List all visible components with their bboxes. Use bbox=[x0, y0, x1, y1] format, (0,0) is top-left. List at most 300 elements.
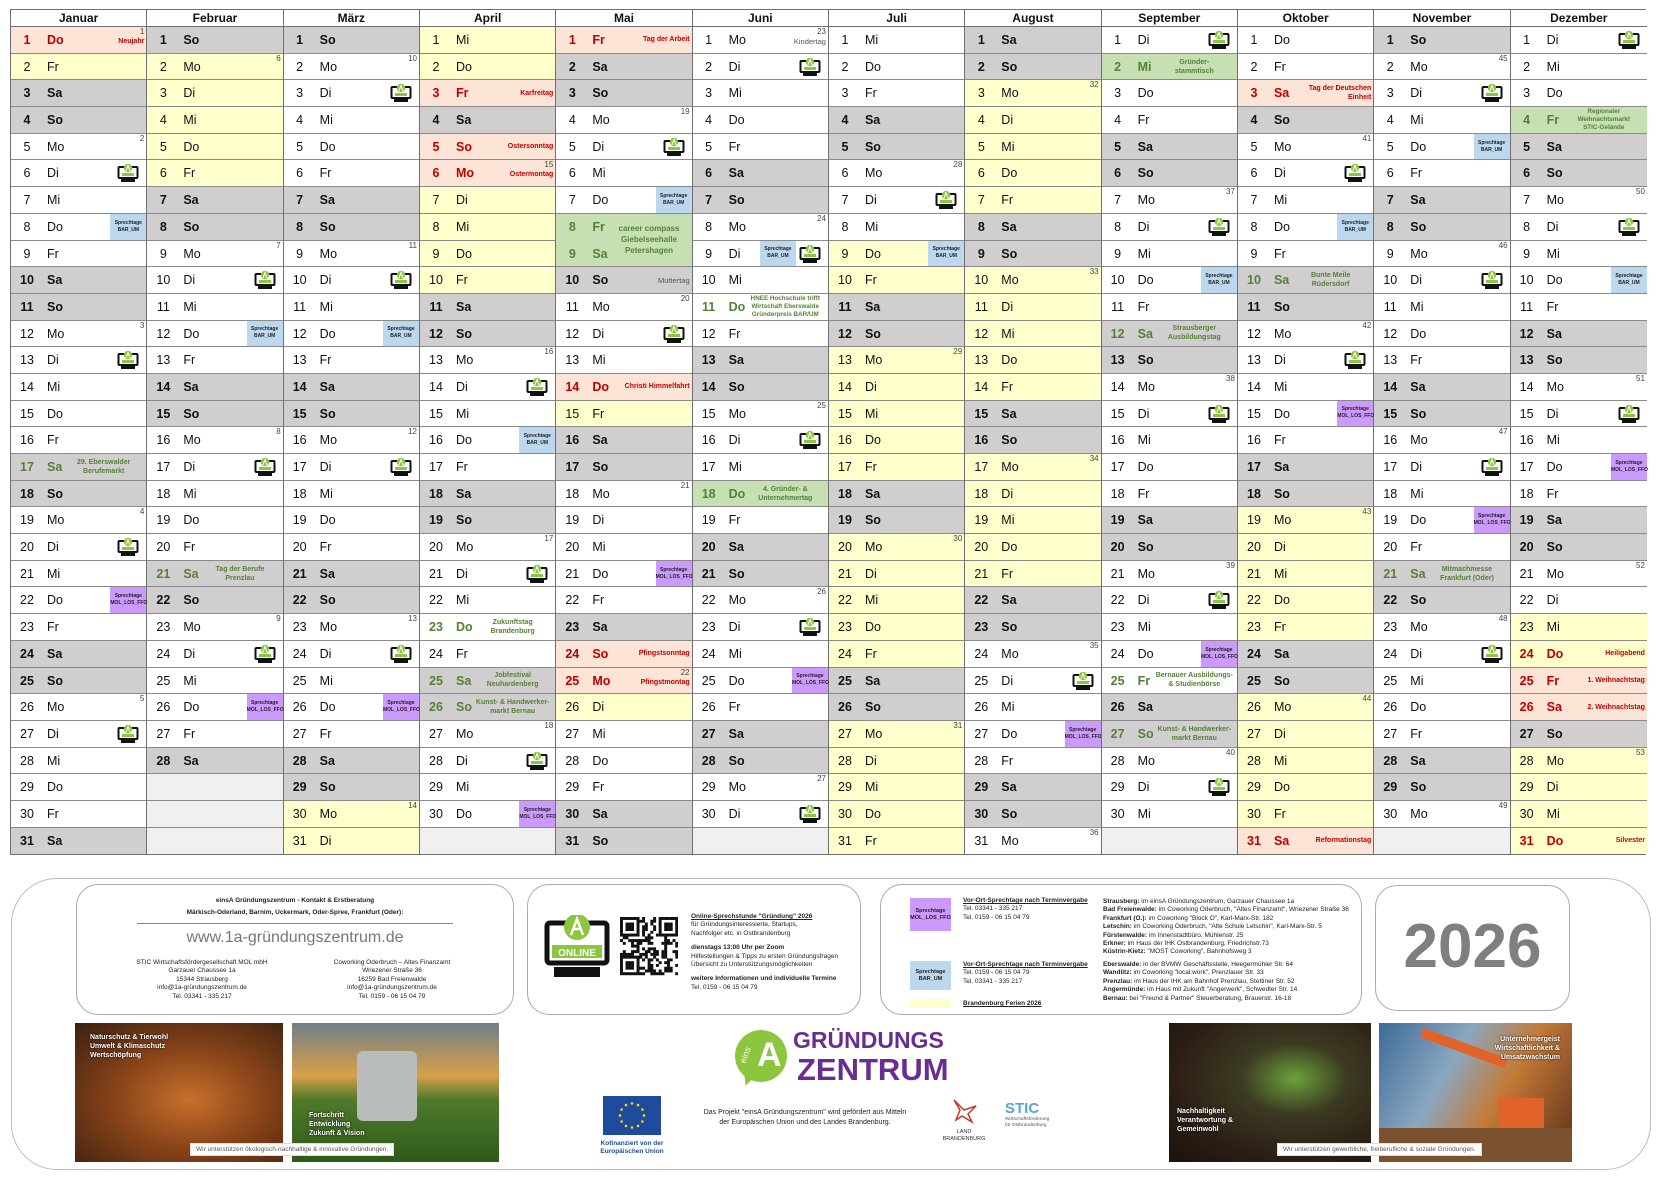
day-cell[interactable] bbox=[1374, 214, 1509, 241]
sprechtag-badge-mol[interactable] bbox=[383, 694, 419, 720]
day-cell[interactable] bbox=[284, 587, 419, 614]
day-cell[interactable] bbox=[1238, 801, 1373, 828]
day-cell[interactable] bbox=[284, 374, 419, 401]
day-cell[interactable] bbox=[11, 134, 146, 161]
online-sprechstunde-icon[interactable] bbox=[254, 270, 276, 290]
day-cell[interactable] bbox=[11, 427, 146, 454]
day-cell[interactable] bbox=[693, 748, 828, 775]
day-cell[interactable] bbox=[693, 347, 828, 374]
website-link[interactable]: www.1a-gründungszentrum.de bbox=[186, 929, 404, 946]
day-cell[interactable] bbox=[147, 401, 282, 428]
day-cell[interactable] bbox=[1238, 187, 1373, 214]
sprechtag-badge-mol[interactable] bbox=[1611, 454, 1647, 480]
day-cell[interactable] bbox=[693, 54, 828, 81]
day-cell[interactable] bbox=[693, 614, 828, 641]
day-cell[interactable] bbox=[147, 321, 282, 348]
day-cell[interactable] bbox=[1102, 241, 1237, 268]
sprechtag-badge-mol[interactable] bbox=[1065, 721, 1101, 747]
day-cell[interactable] bbox=[556, 801, 691, 828]
online-sprechstunde-icon[interactable] bbox=[390, 457, 412, 477]
day-cell[interactable] bbox=[11, 401, 146, 428]
day-cell[interactable] bbox=[284, 801, 419, 828]
day-cell[interactable] bbox=[1511, 774, 1647, 801]
sprechtag-badge-bar[interactable] bbox=[383, 321, 419, 347]
day-cell[interactable] bbox=[147, 214, 282, 241]
day-cell[interactable] bbox=[284, 401, 419, 428]
day-cell[interactable] bbox=[147, 134, 282, 161]
day-cell[interactable] bbox=[556, 347, 691, 374]
day-cell[interactable] bbox=[556, 374, 691, 401]
day-cell[interactable] bbox=[1238, 294, 1373, 321]
day-cell[interactable] bbox=[1511, 267, 1647, 294]
sprechtag-badge-bar[interactable] bbox=[656, 187, 692, 213]
day-cell[interactable] bbox=[1374, 160, 1509, 187]
day-cell[interactable] bbox=[1102, 801, 1237, 828]
day-cell[interactable] bbox=[693, 694, 828, 721]
day-cell[interactable] bbox=[1102, 668, 1237, 695]
online-sprechstunde-icon[interactable] bbox=[526, 751, 548, 771]
day-cell[interactable] bbox=[420, 507, 555, 534]
day-cell[interactable] bbox=[284, 214, 419, 241]
day-cell[interactable] bbox=[11, 561, 146, 588]
day-cell[interactable] bbox=[1511, 427, 1647, 454]
online-sprechstunde-icon[interactable] bbox=[1344, 163, 1366, 183]
day-cell[interactable] bbox=[1102, 294, 1237, 321]
day-cell[interactable] bbox=[284, 187, 419, 214]
day-cell[interactable] bbox=[1238, 561, 1373, 588]
day-cell[interactable] bbox=[965, 401, 1100, 428]
day-cell[interactable] bbox=[965, 134, 1100, 161]
day-cell[interactable] bbox=[284, 641, 419, 668]
sprechtag-badge-mol[interactable] bbox=[656, 561, 692, 587]
day-cell[interactable] bbox=[1238, 828, 1373, 855]
day-cell[interactable] bbox=[1374, 294, 1509, 321]
day-cell[interactable] bbox=[284, 774, 419, 801]
day-cell[interactable] bbox=[147, 54, 282, 81]
day-cell[interactable] bbox=[147, 721, 282, 748]
day-cell[interactable] bbox=[1511, 614, 1647, 641]
day-cell[interactable] bbox=[1102, 774, 1237, 801]
day-cell[interactable] bbox=[147, 80, 282, 107]
day-cell[interactable] bbox=[1511, 321, 1647, 348]
day-cell[interactable] bbox=[556, 54, 691, 81]
online-sprechstunde-icon[interactable] bbox=[1208, 590, 1230, 610]
day-cell[interactable] bbox=[284, 134, 419, 161]
online-sprechstunde-icon[interactable] bbox=[1481, 83, 1503, 103]
day-cell[interactable] bbox=[1102, 401, 1237, 428]
online-sprechstunde-icon[interactable] bbox=[1208, 30, 1230, 50]
day-cell[interactable] bbox=[1102, 721, 1237, 748]
day-cell[interactable] bbox=[420, 454, 555, 481]
day-cell[interactable] bbox=[1102, 80, 1237, 107]
day-cell[interactable] bbox=[1238, 748, 1373, 775]
sprechtag-badge-bar[interactable] bbox=[760, 241, 796, 267]
day-cell[interactable] bbox=[1511, 587, 1647, 614]
day-cell[interactable] bbox=[420, 134, 555, 161]
day-cell[interactable] bbox=[1102, 27, 1237, 54]
day-cell[interactable] bbox=[693, 587, 828, 614]
day-cell[interactable] bbox=[1374, 801, 1509, 828]
day-cell[interactable] bbox=[284, 80, 419, 107]
qr-code[interactable] bbox=[620, 917, 678, 977]
day-cell[interactable] bbox=[1511, 214, 1647, 241]
day-cell[interactable] bbox=[556, 614, 691, 641]
day-cell[interactable] bbox=[965, 294, 1100, 321]
day-cell[interactable] bbox=[965, 587, 1100, 614]
day-cell[interactable] bbox=[965, 641, 1100, 668]
day-cell[interactable] bbox=[1238, 54, 1373, 81]
day-cell[interactable] bbox=[965, 347, 1100, 374]
online-sprechstunde-icon[interactable] bbox=[1481, 270, 1503, 290]
day-cell[interactable] bbox=[829, 160, 964, 187]
day-cell[interactable] bbox=[1511, 294, 1647, 321]
day-cell[interactable] bbox=[11, 801, 146, 828]
day-cell[interactable] bbox=[965, 721, 1100, 748]
day-cell[interactable] bbox=[284, 107, 419, 134]
day-cell[interactable] bbox=[147, 481, 282, 508]
day-cell[interactable] bbox=[693, 107, 828, 134]
day-cell[interactable] bbox=[420, 54, 555, 81]
day-cell[interactable] bbox=[693, 267, 828, 294]
day-cell[interactable] bbox=[147, 748, 282, 775]
day-cell[interactable] bbox=[1238, 454, 1373, 481]
day-cell[interactable] bbox=[1238, 668, 1373, 695]
day-cell[interactable] bbox=[965, 214, 1100, 241]
day-cell[interactable] bbox=[556, 481, 691, 508]
day-cell[interactable] bbox=[420, 561, 555, 588]
online-sprechstunde-icon[interactable] bbox=[799, 244, 821, 264]
day-cell[interactable] bbox=[420, 401, 555, 428]
day-cell[interactable] bbox=[1374, 401, 1509, 428]
day-cell[interactable] bbox=[420, 481, 555, 508]
day-cell[interactable] bbox=[965, 187, 1100, 214]
day-cell[interactable] bbox=[420, 321, 555, 348]
day-cell[interactable] bbox=[1374, 721, 1509, 748]
day-cell[interactable] bbox=[1511, 507, 1647, 534]
day-cell[interactable] bbox=[420, 187, 555, 214]
day-cell[interactable] bbox=[693, 507, 828, 534]
sprechtag-badge-mol[interactable] bbox=[1474, 507, 1510, 533]
day-cell[interactable] bbox=[11, 107, 146, 134]
sprechtag-badge-bar[interactable] bbox=[1474, 134, 1510, 160]
online-sprechstunde-icon[interactable] bbox=[663, 137, 685, 157]
online-sprechstunde-icon[interactable] bbox=[935, 190, 957, 210]
online-sprechstunde-icon[interactable] bbox=[117, 163, 139, 183]
online-sprechstunde-icon[interactable] bbox=[799, 804, 821, 824]
day-cell[interactable] bbox=[829, 294, 964, 321]
day-cell[interactable] bbox=[829, 481, 964, 508]
day-cell[interactable] bbox=[284, 561, 419, 588]
day-cell[interactable] bbox=[965, 614, 1100, 641]
day-cell[interactable] bbox=[420, 374, 555, 401]
day-cell[interactable] bbox=[1511, 668, 1647, 695]
day-cell[interactable] bbox=[556, 774, 691, 801]
day-cell[interactable] bbox=[965, 54, 1100, 81]
day-cell[interactable] bbox=[1374, 427, 1509, 454]
online-sprechstunde-icon[interactable] bbox=[254, 644, 276, 664]
day-cell[interactable] bbox=[147, 507, 282, 534]
day-cell[interactable] bbox=[556, 641, 691, 668]
day-cell[interactable] bbox=[556, 828, 691, 855]
day-cell[interactable] bbox=[965, 241, 1100, 268]
day-cell[interactable] bbox=[1511, 641, 1647, 668]
sprechtag-badge-bar[interactable] bbox=[110, 214, 146, 240]
day-cell[interactable] bbox=[11, 454, 146, 481]
online-sprechstunde-icon[interactable] bbox=[254, 457, 276, 477]
day-cell[interactable] bbox=[1374, 587, 1509, 614]
day-cell[interactable] bbox=[1374, 27, 1509, 54]
day-cell[interactable] bbox=[147, 561, 282, 588]
day-cell[interactable] bbox=[829, 401, 964, 428]
day-cell[interactable] bbox=[284, 27, 419, 54]
day-cell[interactable] bbox=[284, 828, 419, 855]
day-cell[interactable] bbox=[556, 427, 691, 454]
day-cell[interactable] bbox=[829, 321, 964, 348]
online-sprechstunde-icon[interactable] bbox=[1344, 350, 1366, 370]
day-cell[interactable] bbox=[1102, 347, 1237, 374]
day-cell[interactable] bbox=[1102, 534, 1237, 561]
day-cell[interactable] bbox=[420, 294, 555, 321]
day-cell[interactable] bbox=[1511, 454, 1647, 481]
day-cell[interactable] bbox=[420, 214, 555, 241]
day-cell[interactable] bbox=[147, 27, 282, 54]
day-cell[interactable] bbox=[1102, 481, 1237, 508]
day-cell[interactable] bbox=[1102, 454, 1237, 481]
day-cell[interactable] bbox=[11, 347, 146, 374]
day-cell[interactable] bbox=[1238, 241, 1373, 268]
day-cell[interactable] bbox=[1238, 614, 1373, 641]
day-cell[interactable] bbox=[284, 347, 419, 374]
day-cell[interactable] bbox=[829, 828, 964, 855]
day-cell[interactable] bbox=[829, 507, 964, 534]
day-cell[interactable] bbox=[1511, 374, 1647, 401]
day-cell[interactable] bbox=[829, 27, 964, 54]
day-cell[interactable] bbox=[693, 454, 828, 481]
day-cell[interactable] bbox=[1238, 721, 1373, 748]
day-cell[interactable] bbox=[1102, 107, 1237, 134]
day-cell[interactable] bbox=[1374, 507, 1509, 534]
day-cell[interactable] bbox=[1102, 427, 1237, 454]
day-cell[interactable] bbox=[1511, 481, 1647, 508]
day-cell[interactable] bbox=[556, 454, 691, 481]
day-cell[interactable] bbox=[1511, 107, 1647, 134]
day-cell[interactable] bbox=[11, 241, 146, 268]
day-cell[interactable] bbox=[147, 241, 282, 268]
day-cell[interactable] bbox=[693, 481, 828, 508]
day-cell[interactable] bbox=[965, 481, 1100, 508]
day-cell[interactable] bbox=[1511, 534, 1647, 561]
day-cell[interactable] bbox=[284, 694, 419, 721]
sprechtag-badge-mol[interactable] bbox=[519, 801, 555, 827]
online-sprechstunde-icon[interactable] bbox=[1481, 644, 1503, 664]
day-cell[interactable] bbox=[11, 267, 146, 294]
day-cell[interactable] bbox=[147, 694, 282, 721]
day-cell[interactable] bbox=[829, 614, 964, 641]
day-cell[interactable] bbox=[693, 80, 828, 107]
day-cell[interactable] bbox=[1374, 561, 1509, 588]
day-cell[interactable] bbox=[11, 748, 146, 775]
day-cell[interactable] bbox=[1102, 561, 1237, 588]
day-cell[interactable] bbox=[1102, 321, 1237, 348]
online-sprechstunde-icon[interactable] bbox=[117, 350, 139, 370]
day-cell[interactable] bbox=[1374, 374, 1509, 401]
day-cell[interactable] bbox=[829, 107, 964, 134]
day-cell[interactable] bbox=[1374, 347, 1509, 374]
day-cell[interactable] bbox=[420, 641, 555, 668]
day-cell[interactable] bbox=[965, 694, 1100, 721]
day-cell[interactable] bbox=[1238, 214, 1373, 241]
day-cell[interactable] bbox=[1102, 54, 1237, 81]
day-cell[interactable] bbox=[11, 27, 146, 54]
day-cell[interactable] bbox=[420, 107, 555, 134]
day-cell[interactable] bbox=[1374, 534, 1509, 561]
day-cell[interactable] bbox=[965, 534, 1100, 561]
day-cell[interactable] bbox=[829, 134, 964, 161]
day-cell[interactable] bbox=[420, 694, 555, 721]
day-cell[interactable] bbox=[147, 587, 282, 614]
day-cell[interactable] bbox=[829, 267, 964, 294]
online-sprechstunde-icon[interactable] bbox=[117, 537, 139, 557]
day-cell[interactable] bbox=[1102, 160, 1237, 187]
day-cell[interactable] bbox=[147, 534, 282, 561]
day-cell[interactable] bbox=[1238, 347, 1373, 374]
day-cell[interactable] bbox=[556, 587, 691, 614]
day-cell[interactable] bbox=[420, 801, 555, 828]
day-cell[interactable] bbox=[965, 427, 1100, 454]
online-sprechstunde-icon[interactable] bbox=[663, 324, 685, 344]
day-cell[interactable] bbox=[147, 641, 282, 668]
day-cell[interactable] bbox=[1511, 241, 1647, 268]
day-cell[interactable] bbox=[1238, 267, 1373, 294]
day-cell[interactable] bbox=[420, 27, 555, 54]
day-cell[interactable] bbox=[1374, 694, 1509, 721]
day-cell[interactable] bbox=[147, 160, 282, 187]
day-cell[interactable] bbox=[965, 774, 1100, 801]
day-cell[interactable] bbox=[693, 668, 828, 695]
day-cell[interactable] bbox=[965, 160, 1100, 187]
day-cell[interactable] bbox=[829, 427, 964, 454]
day-cell[interactable] bbox=[1374, 454, 1509, 481]
day-cell[interactable] bbox=[1102, 374, 1237, 401]
day-cell[interactable] bbox=[420, 267, 555, 294]
day-cell[interactable] bbox=[829, 748, 964, 775]
day-cell[interactable] bbox=[1511, 401, 1647, 428]
day-cell[interactable] bbox=[965, 748, 1100, 775]
sprechtag-badge-bar[interactable] bbox=[247, 321, 283, 347]
day-cell[interactable] bbox=[693, 187, 828, 214]
day-cell[interactable] bbox=[284, 294, 419, 321]
online-sprechstunde-icon[interactable] bbox=[390, 644, 412, 664]
day-cell[interactable] bbox=[556, 721, 691, 748]
day-cell[interactable] bbox=[284, 241, 419, 268]
day-cell[interactable] bbox=[965, 561, 1100, 588]
day-cell[interactable] bbox=[1374, 668, 1509, 695]
day-cell[interactable] bbox=[1511, 160, 1647, 187]
day-cell[interactable] bbox=[420, 614, 555, 641]
online-sprechstunde-icon[interactable] bbox=[1208, 217, 1230, 237]
day-cell[interactable] bbox=[1238, 641, 1373, 668]
sprechtag-badge-bar[interactable] bbox=[1611, 267, 1647, 293]
day-cell[interactable] bbox=[1238, 507, 1373, 534]
day-cell[interactable] bbox=[965, 267, 1100, 294]
day-cell[interactable] bbox=[1238, 374, 1373, 401]
day-cell[interactable] bbox=[1102, 507, 1237, 534]
day-cell[interactable] bbox=[1238, 534, 1373, 561]
day-cell[interactable] bbox=[1102, 187, 1237, 214]
day-cell[interactable] bbox=[1102, 614, 1237, 641]
day-cell[interactable] bbox=[11, 668, 146, 695]
day-cell[interactable] bbox=[420, 748, 555, 775]
sprechtag-badge-mol[interactable] bbox=[1337, 401, 1373, 427]
day-cell[interactable] bbox=[284, 160, 419, 187]
day-cell[interactable] bbox=[1102, 587, 1237, 614]
day-cell[interactable] bbox=[1374, 187, 1509, 214]
day-cell[interactable] bbox=[147, 187, 282, 214]
day-cell[interactable] bbox=[1374, 748, 1509, 775]
day-cell[interactable] bbox=[1238, 427, 1373, 454]
day-cell[interactable] bbox=[829, 374, 964, 401]
day-cell[interactable] bbox=[829, 641, 964, 668]
day-cell[interactable] bbox=[420, 534, 555, 561]
day-cell[interactable] bbox=[284, 267, 419, 294]
day-cell[interactable] bbox=[556, 107, 691, 134]
day-cell[interactable] bbox=[1511, 54, 1647, 81]
day-cell[interactable] bbox=[693, 641, 828, 668]
day-cell[interactable] bbox=[420, 241, 555, 268]
day-cell[interactable] bbox=[11, 641, 146, 668]
day-cell[interactable] bbox=[11, 321, 146, 348]
online-sprechstunde-icon[interactable] bbox=[799, 617, 821, 637]
day-cell[interactable] bbox=[1102, 641, 1237, 668]
day-cell[interactable] bbox=[11, 694, 146, 721]
online-sprechstunde-icon[interactable] bbox=[1208, 777, 1230, 797]
day-cell[interactable] bbox=[11, 160, 146, 187]
online-sprechstunde-icon[interactable] bbox=[1618, 217, 1640, 237]
day-cell[interactable] bbox=[556, 534, 691, 561]
day-cell[interactable] bbox=[1102, 694, 1237, 721]
day-cell[interactable] bbox=[284, 668, 419, 695]
online-sprechstunde-icon[interactable] bbox=[117, 724, 139, 744]
day-cell[interactable] bbox=[556, 160, 691, 187]
day-cell[interactable] bbox=[693, 401, 828, 428]
online-sprechstunde-icon[interactable] bbox=[1072, 671, 1094, 691]
day-cell[interactable] bbox=[284, 748, 419, 775]
day-cell[interactable] bbox=[420, 668, 555, 695]
sprechtag-badge-bar[interactable] bbox=[519, 427, 555, 453]
day-cell[interactable] bbox=[965, 321, 1100, 348]
day-cell[interactable] bbox=[11, 587, 146, 614]
day-cell[interactable] bbox=[284, 454, 419, 481]
day-cell[interactable] bbox=[420, 774, 555, 801]
online-sprechstunde-icon[interactable] bbox=[1208, 404, 1230, 424]
day-cell[interactable] bbox=[11, 294, 146, 321]
day-cell[interactable] bbox=[965, 107, 1100, 134]
day-cell[interactable] bbox=[11, 721, 146, 748]
day-cell[interactable] bbox=[147, 614, 282, 641]
day-cell[interactable] bbox=[1238, 774, 1373, 801]
day-cell[interactable] bbox=[284, 54, 419, 81]
day-cell[interactable] bbox=[693, 534, 828, 561]
day-cell[interactable] bbox=[1511, 828, 1647, 855]
online-sprechstunde-icon[interactable] bbox=[390, 83, 412, 103]
day-cell[interactable] bbox=[829, 187, 964, 214]
day-cell[interactable] bbox=[556, 321, 691, 348]
day-cell[interactable] bbox=[965, 80, 1100, 107]
online-sprechstunde-icon[interactable] bbox=[1481, 457, 1503, 477]
day-cell[interactable] bbox=[147, 374, 282, 401]
day-cell[interactable] bbox=[284, 614, 419, 641]
day-cell[interactable] bbox=[556, 668, 691, 695]
